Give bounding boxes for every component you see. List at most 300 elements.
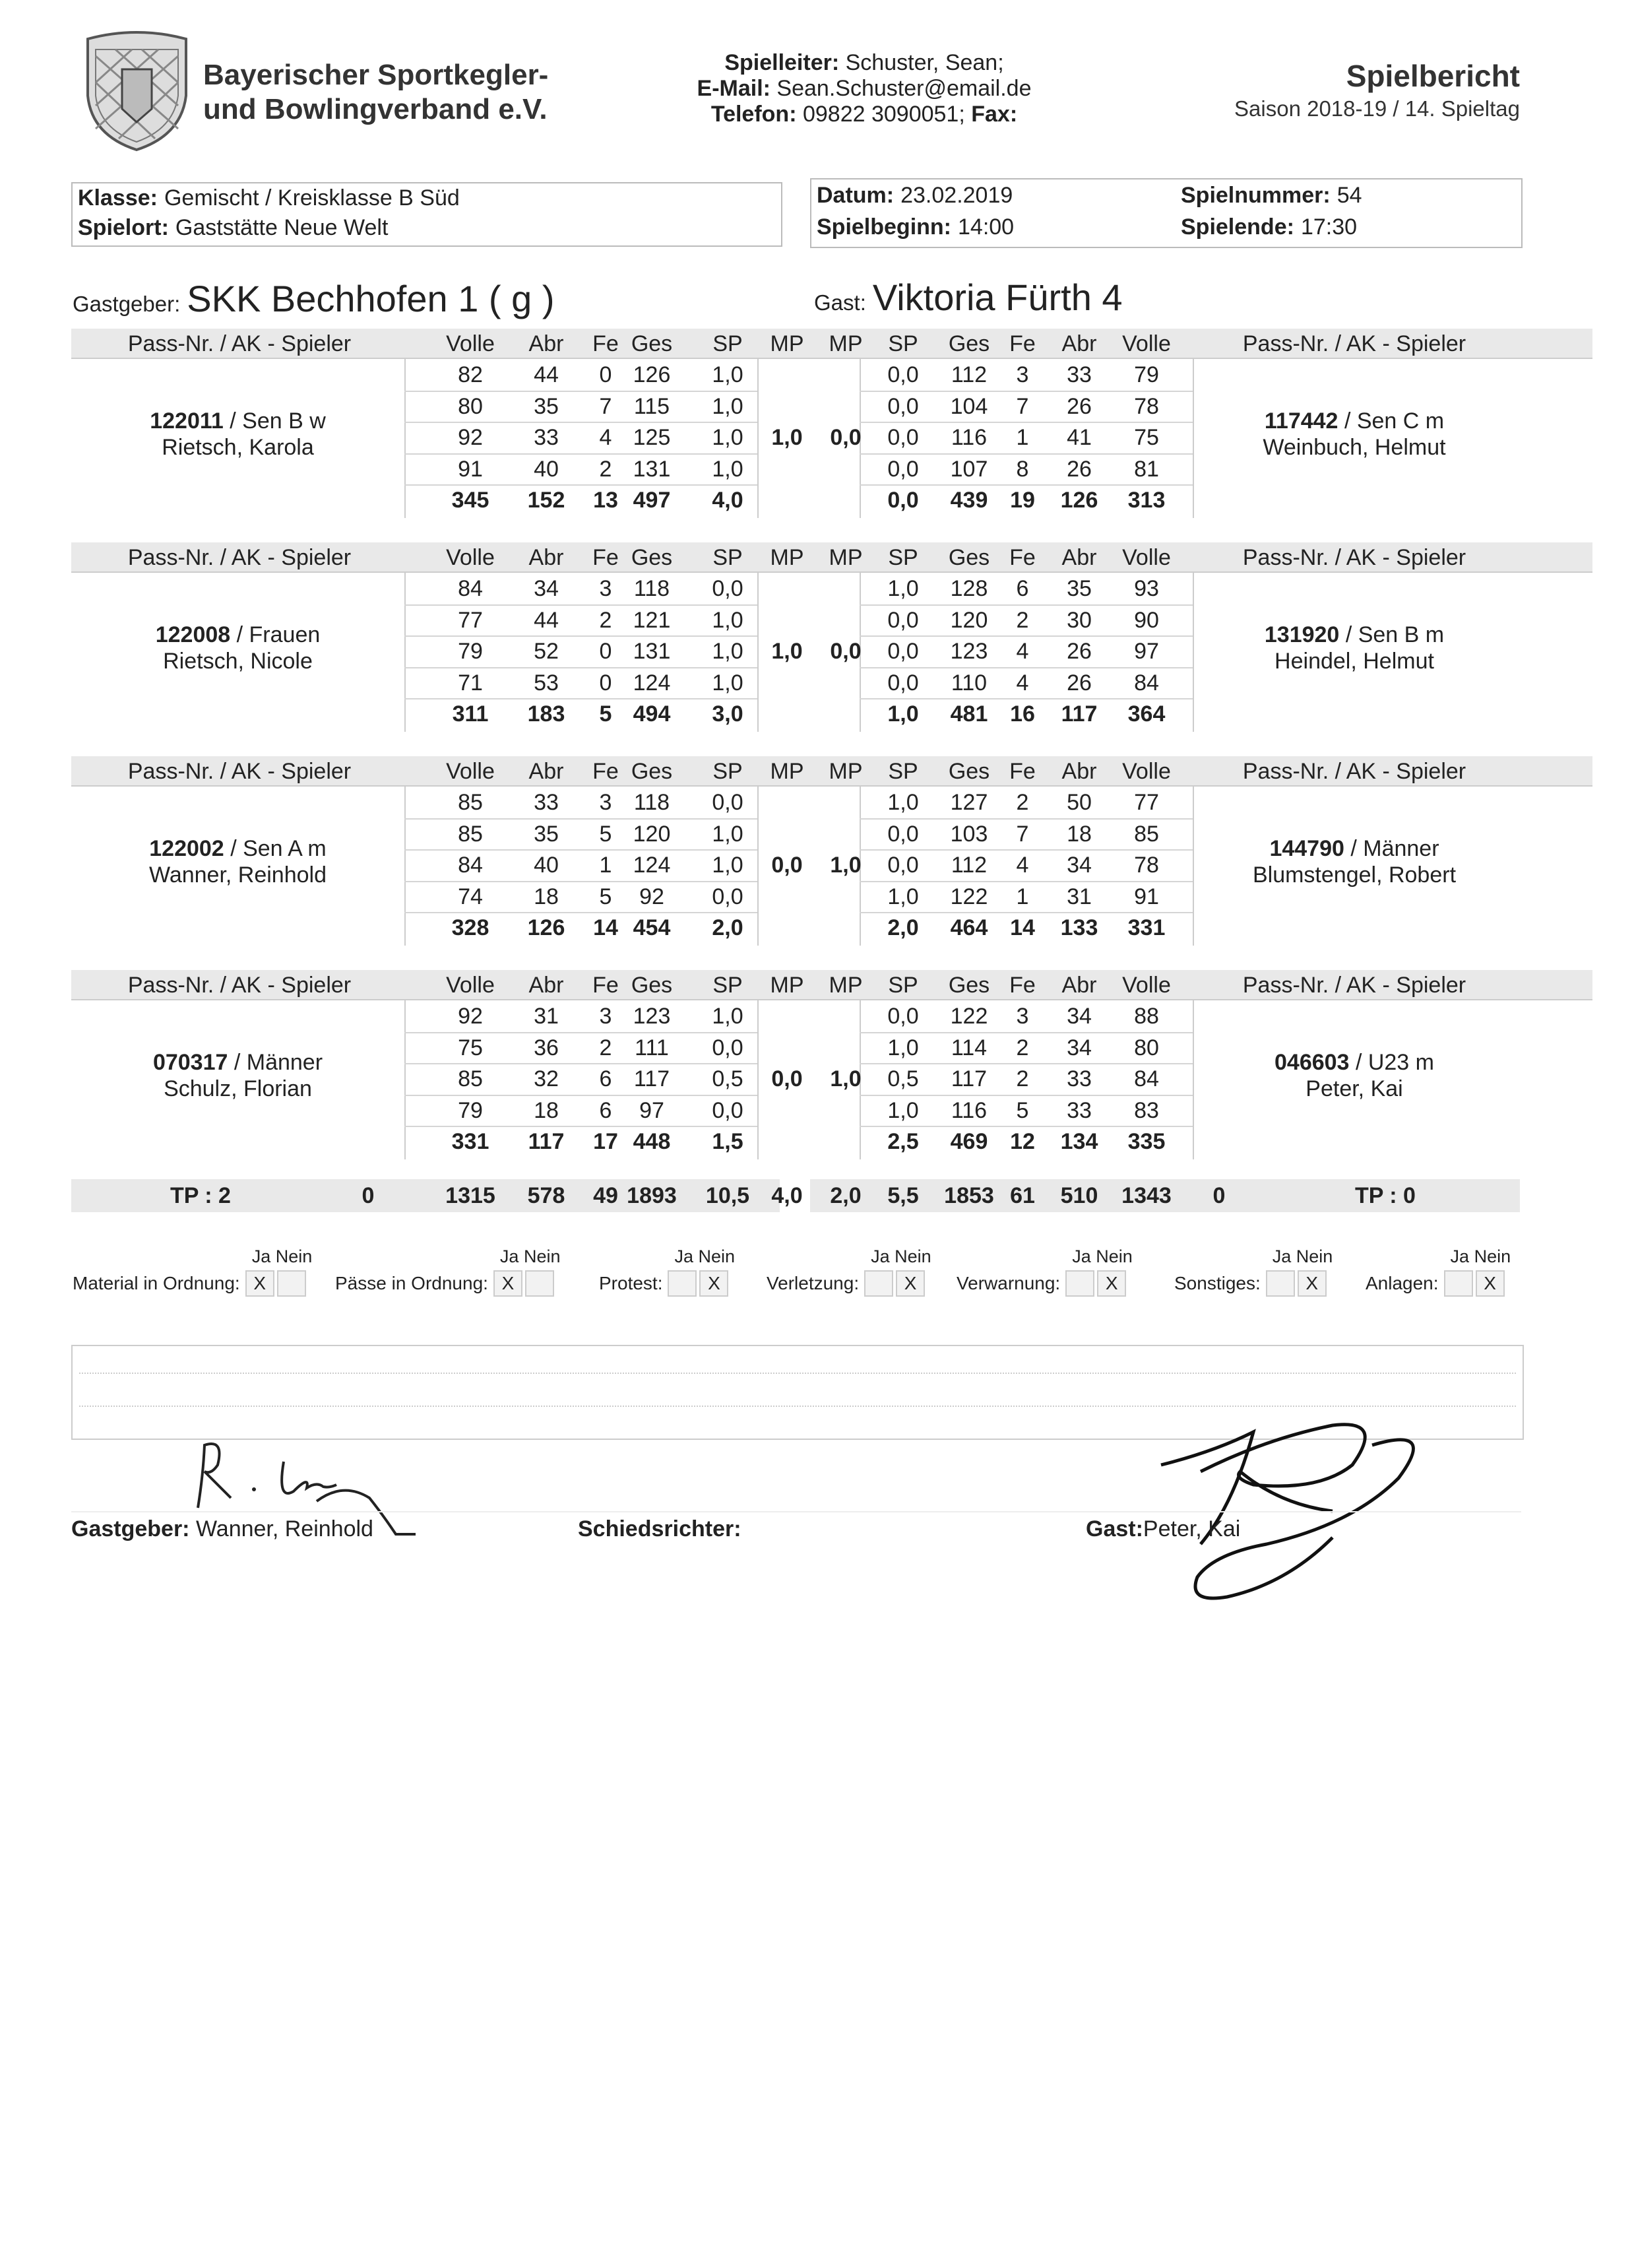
- score-cell: 75: [458, 1035, 483, 1060]
- guest-signature-line: [1086, 1516, 1240, 1542]
- column-header: Ges: [948, 973, 990, 998]
- score-cell: 40: [534, 456, 559, 482]
- player-age-class: / Sen A m: [230, 836, 327, 861]
- total-cell: 14: [1010, 915, 1035, 940]
- score-cell: 97: [639, 1097, 664, 1123]
- check-label: Anlagen:: [1366, 1273, 1439, 1293]
- home-tp: TP : 2: [170, 1183, 231, 1208]
- total-value: 5,5: [887, 1183, 919, 1208]
- score-table: [810, 571, 1592, 732]
- score-cell: 84: [1134, 1066, 1159, 1091]
- ja-checkbox[interactable]: X: [245, 1270, 274, 1297]
- match-point: 1,0: [830, 853, 862, 878]
- total-cell: 494: [633, 701, 671, 727]
- score-cell: 117: [633, 1066, 670, 1091]
- row-divider: [860, 422, 1193, 423]
- column-header: Fe: [592, 759, 619, 784]
- score-cell: 118: [633, 576, 670, 601]
- player-pass-line: [71, 835, 404, 862]
- score-cell: 128: [950, 576, 988, 601]
- ja-nein-header: Ja Nein: [1272, 1247, 1333, 1266]
- org-line-2: und Bowlingverband e.V.: [203, 93, 548, 125]
- ja-checkbox[interactable]: [864, 1270, 893, 1297]
- score-cell: 34: [1067, 853, 1092, 878]
- column-header: Abr: [528, 545, 564, 570]
- score-cell: 103: [950, 821, 988, 847]
- score-cell: 0,0: [887, 607, 919, 633]
- row-divider: [404, 849, 757, 851]
- total-cell: 4,0: [712, 488, 743, 513]
- score-cell: 118: [633, 790, 670, 815]
- match-point: 1,0: [771, 425, 803, 450]
- score-cell: 112: [951, 853, 988, 878]
- score-cell: 7: [1016, 393, 1029, 419]
- score-cell: 0,0: [887, 821, 919, 847]
- score-cell: 84: [458, 853, 483, 878]
- score-cell: 121: [633, 607, 671, 633]
- nein-checkbox[interactable]: [277, 1270, 306, 1297]
- check-item: [1366, 1247, 1511, 1297]
- score-cell: 77: [458, 607, 483, 633]
- score-cell: 85: [458, 821, 483, 847]
- check-item: [335, 1247, 561, 1297]
- guest-player-block: [810, 970, 1592, 1158]
- score-cell: 3: [599, 576, 612, 601]
- row-divider: [404, 1032, 757, 1033]
- row-divider: [404, 422, 757, 423]
- check-boxes: [864, 1247, 931, 1297]
- home-team-label: Gastgeber:: [73, 292, 181, 316]
- match-point: 0,0: [830, 639, 862, 664]
- league-director-contact: [660, 50, 1069, 127]
- nein-checkbox[interactable]: X: [1476, 1270, 1505, 1297]
- row-divider: [860, 1095, 1193, 1096]
- total-value: 578: [527, 1183, 565, 1208]
- total-cell: 335: [1127, 1129, 1166, 1154]
- total-value: 2,0: [830, 1183, 862, 1208]
- score-cell: 0,0: [887, 1004, 919, 1029]
- start-label: Spielbeginn:: [817, 214, 951, 240]
- player-age-class: / Sen B w: [230, 408, 326, 434]
- row-divider: [860, 1126, 1193, 1127]
- player-pass-number: 046603: [1274, 1050, 1350, 1075]
- score-cell: 71: [458, 670, 483, 696]
- score-cell: 116: [951, 425, 988, 450]
- column-header: SP: [888, 545, 918, 570]
- score-cell: 1,0: [887, 884, 919, 909]
- column-header: Pass-Nr. / AK - Spieler: [127, 545, 352, 570]
- season-matchday: Saison 2018-19 / 14. Spieltag: [1234, 96, 1520, 121]
- score-cell: 2: [599, 456, 612, 482]
- score-cell: 123: [633, 1004, 671, 1029]
- ja-nein-header: Ja Nein: [674, 1247, 736, 1266]
- score-cell: 0,0: [712, 790, 743, 815]
- notes-line: [79, 1406, 1516, 1407]
- score-cell: 0,0: [887, 639, 919, 664]
- row-divider: [404, 604, 757, 606]
- row-divider: [404, 912, 757, 913]
- score-cell: 33: [1067, 1066, 1092, 1091]
- total-value: 1853: [944, 1183, 994, 1208]
- nein-checkbox[interactable]: X: [1298, 1270, 1327, 1297]
- nein-checkbox[interactable]: X: [896, 1270, 925, 1297]
- referee-label: Schiedsrichter:: [578, 1516, 741, 1541]
- score-cell: 1,0: [712, 1004, 743, 1029]
- column-header: Abr: [1061, 545, 1097, 570]
- check-label: Verletzung:: [767, 1273, 860, 1293]
- row-divider: [860, 881, 1193, 882]
- score-table: [810, 785, 1592, 946]
- column-header: Pass-Nr. / AK - Spieler: [127, 973, 352, 998]
- column-header: Abr: [1061, 759, 1097, 784]
- row-divider: [860, 484, 1193, 486]
- column-header: Ges: [631, 545, 673, 570]
- score-cell: 79: [458, 1097, 483, 1123]
- score-cell: 74: [458, 884, 483, 909]
- score-cell: 97: [1134, 639, 1159, 664]
- score-cell: 3: [599, 1004, 612, 1029]
- score-cell: 4: [599, 425, 612, 450]
- score-cell: 0: [599, 670, 612, 696]
- total-cell: 152: [527, 488, 565, 513]
- score-cell: 18: [1067, 821, 1092, 847]
- player-pass-number: 070317: [152, 1050, 228, 1075]
- director-value: Schuster, Sean;: [845, 50, 1004, 75]
- home-signer-name: Wanner, Reinhold: [195, 1516, 373, 1541]
- score-cell: 1,0: [712, 670, 743, 696]
- column-header: Volle: [446, 545, 495, 570]
- player-pass-line: [1193, 835, 1516, 862]
- score-cell: 1,0: [887, 576, 919, 601]
- score-cell: 0: [599, 639, 612, 664]
- score-cell: 123: [950, 639, 988, 664]
- column-header: Volle: [1122, 759, 1171, 784]
- home-totals-row: [71, 1179, 803, 1212]
- player-age-class: / Männer: [234, 1050, 323, 1075]
- total-cell: 469: [950, 1129, 988, 1154]
- column-header: Volle: [446, 331, 495, 356]
- total-value: 510: [1060, 1183, 1098, 1208]
- score-cell: 131: [633, 456, 671, 482]
- column-header: SP: [888, 759, 918, 784]
- total-cell: 117: [1061, 701, 1098, 727]
- column-header: Fe: [1009, 973, 1036, 998]
- player-pass-line: [1193, 622, 1516, 648]
- column-header: Abr: [1061, 331, 1097, 356]
- row-divider: [860, 912, 1193, 913]
- score-cell: 92: [458, 1004, 483, 1029]
- player-identity: [71, 408, 404, 461]
- total-cell: 364: [1127, 701, 1166, 727]
- column-header: SP: [712, 331, 743, 356]
- score-table: [810, 999, 1592, 1159]
- total-cell: 345: [451, 488, 489, 513]
- row-divider: [404, 881, 757, 882]
- score-cell: 26: [1067, 393, 1092, 419]
- ja-checkbox[interactable]: X: [493, 1270, 522, 1297]
- column-header: Volle: [1122, 545, 1171, 570]
- player-name: Heindel, Helmut: [1274, 649, 1434, 674]
- ja-nein-header: Ja Nein: [871, 1247, 931, 1266]
- score-cell: 26: [1067, 639, 1092, 664]
- check-boxes: [1266, 1247, 1333, 1297]
- total-cell: 439: [950, 488, 988, 513]
- row-divider: [404, 453, 757, 455]
- total-cell: 328: [451, 915, 489, 940]
- score-cell: 2: [1016, 1035, 1029, 1060]
- score-cell: 5: [1016, 1097, 1029, 1123]
- ja-checkbox[interactable]: [1065, 1270, 1094, 1297]
- score-cell: 0: [599, 362, 612, 387]
- score-cell: 2: [1016, 1066, 1029, 1091]
- player-age-class: / U23 m: [1355, 1050, 1434, 1075]
- total-cell: 2,0: [887, 915, 919, 940]
- total-value: 49: [593, 1183, 618, 1208]
- match-info-left: [71, 182, 782, 247]
- ja-checkbox[interactable]: [1266, 1270, 1295, 1297]
- guest-player-block: [810, 756, 1592, 944]
- score-cell: 126: [633, 362, 671, 387]
- match-number-label: Spielnummer:: [1181, 183, 1331, 208]
- column-header: MP: [770, 331, 804, 356]
- score-cell: 79: [1134, 362, 1159, 387]
- score-cell: 0,0: [887, 853, 919, 878]
- score-cell: 26: [1067, 670, 1092, 696]
- player-pass-line: [1193, 408, 1516, 434]
- player-pass-number: 144790: [1269, 836, 1344, 861]
- score-cell: 0,0: [887, 425, 919, 450]
- guest-totals-row: [810, 1179, 1520, 1212]
- column-header: SP: [712, 973, 743, 998]
- score-cell: 18: [534, 884, 559, 909]
- score-cell: 131: [633, 639, 671, 664]
- row-divider: [404, 818, 757, 820]
- column-header: MP: [770, 973, 804, 998]
- score-cell: 1,0: [712, 456, 743, 482]
- score-cell: 104: [950, 393, 988, 419]
- score-cell: 34: [1067, 1035, 1092, 1060]
- ja-nein-header: Ja Nein: [1072, 1247, 1133, 1266]
- home-team: [73, 277, 554, 320]
- player-name: Blumstengel, Robert: [1252, 862, 1457, 888]
- score-cell: 0,0: [887, 456, 919, 482]
- total-cell: 464: [950, 915, 988, 940]
- row-divider: [860, 391, 1193, 392]
- row-divider: [404, 1063, 757, 1064]
- column-header: MP: [829, 331, 863, 356]
- column-header: Fe: [1009, 545, 1036, 570]
- match-point: 0,0: [771, 1066, 803, 1091]
- row-divider: [404, 698, 757, 699]
- score-cell: 33: [1067, 1097, 1092, 1123]
- score-cell: 33: [1067, 362, 1092, 387]
- row-divider: [860, 849, 1193, 851]
- score-cell: 120: [950, 607, 988, 633]
- score-cell: 50: [1067, 790, 1092, 815]
- score-cell: 93: [1134, 576, 1159, 601]
- ja-checkbox[interactable]: [668, 1270, 697, 1297]
- start-value: 14:00: [958, 214, 1015, 240]
- player-age-class: / Sen C m: [1344, 408, 1445, 434]
- score-cell: 90: [1134, 607, 1159, 633]
- score-cell: 34: [534, 576, 559, 601]
- grid-border: [404, 787, 406, 946]
- total-cell: 117: [528, 1129, 565, 1154]
- score-cell: 1,0: [712, 393, 743, 419]
- score-cell: 111: [635, 1035, 669, 1060]
- total-cell: 331: [1127, 915, 1166, 940]
- total-cell: 133: [1060, 915, 1098, 940]
- player-identity: [71, 622, 404, 674]
- home-signer-label: Gastgeber:: [71, 1516, 190, 1541]
- score-cell: 88: [1134, 1004, 1159, 1029]
- total-cell: 497: [633, 488, 671, 513]
- referee-signature-line: [578, 1516, 741, 1542]
- column-header: Fe: [592, 331, 619, 356]
- player-age-class: / Sen B m: [1345, 622, 1445, 647]
- total-value: 1343: [1121, 1183, 1172, 1208]
- score-cell: 1,0: [887, 1035, 919, 1060]
- column-header: MP: [770, 545, 804, 570]
- row-divider: [860, 635, 1193, 637]
- email-value: Sean.Schuster@email.de: [776, 76, 1032, 101]
- total-value: 0: [1212, 1183, 1226, 1208]
- column-header: Ges: [948, 759, 990, 784]
- score-cell: 78: [1134, 853, 1159, 878]
- player-age-class: / Männer: [1350, 836, 1439, 861]
- association-logo: [82, 30, 191, 152]
- score-cell: 35: [534, 821, 559, 847]
- player-identity: [1193, 408, 1516, 461]
- total-cell: 1,0: [887, 701, 919, 727]
- nein-checkbox[interactable]: X: [1097, 1270, 1126, 1297]
- check-label: Protest:: [599, 1273, 663, 1293]
- nein-checkbox[interactable]: [525, 1270, 554, 1297]
- total-value: 4,0: [771, 1183, 803, 1208]
- score-cell: 127: [950, 790, 988, 815]
- check-label: Verwarnung:: [957, 1273, 1061, 1293]
- column-header: Abr: [1061, 973, 1097, 998]
- score-cell: 2: [1016, 790, 1029, 815]
- total-value: 10,5: [705, 1183, 750, 1208]
- score-table: [71, 999, 854, 1159]
- score-cell: 3: [1016, 1004, 1029, 1029]
- nein-checkbox[interactable]: X: [699, 1270, 728, 1297]
- score-cell: 107: [950, 456, 988, 482]
- score-cell: 40: [534, 853, 559, 878]
- column-header: Abr: [528, 973, 564, 998]
- column-header-row: [810, 542, 1592, 571]
- column-header: Volle: [446, 759, 495, 784]
- player-identity: [71, 835, 404, 888]
- ja-checkbox[interactable]: [1444, 1270, 1473, 1297]
- score-cell: 2: [599, 1035, 612, 1060]
- notes-line: [79, 1373, 1516, 1374]
- director-label: Spielleiter:: [724, 50, 840, 75]
- player-name: Rietsch, Karola: [162, 435, 314, 460]
- score-cell: 44: [534, 362, 559, 387]
- score-table: [71, 785, 854, 946]
- row-divider: [404, 484, 757, 486]
- date-label: Datum:: [817, 183, 895, 208]
- end-label: Spielende:: [1181, 214, 1294, 240]
- column-header: Volle: [1122, 331, 1171, 356]
- home-signature-line: [71, 1516, 373, 1542]
- column-header: Fe: [1009, 759, 1036, 784]
- score-cell: 52: [534, 639, 559, 664]
- column-header: Abr: [528, 759, 564, 784]
- score-cell: 78: [1134, 393, 1159, 419]
- total-cell: 16: [1010, 701, 1035, 727]
- guest-tp: TP : 0: [1355, 1183, 1416, 1208]
- column-header: Ges: [631, 973, 673, 998]
- ja-nein-header: Ja Nein: [251, 1247, 313, 1266]
- score-cell: 33: [534, 425, 559, 450]
- total-cell: 126: [527, 915, 565, 940]
- column-header: Ges: [631, 331, 673, 356]
- total-cell: 19: [1010, 488, 1035, 513]
- guest-signer-name: Peter, Kai: [1143, 1516, 1241, 1541]
- score-cell: 0,0: [887, 362, 919, 387]
- guest-player-block: [810, 542, 1592, 730]
- score-cell: 85: [458, 1066, 483, 1091]
- grid-border: [404, 1000, 406, 1159]
- column-header: Pass-Nr. / AK - Spieler: [1242, 331, 1466, 356]
- grid-border: [404, 359, 406, 518]
- score-cell: 41: [1067, 425, 1092, 450]
- report-title: Spielbericht: [1346, 59, 1520, 93]
- row-divider: [860, 1063, 1193, 1064]
- score-cell: 91: [1134, 884, 1159, 909]
- score-cell: 124: [633, 853, 671, 878]
- column-header: Pass-Nr. / AK - Spieler: [1242, 973, 1466, 998]
- row-divider: [860, 604, 1193, 606]
- column-header: Fe: [592, 973, 619, 998]
- score-cell: 1,0: [712, 425, 743, 450]
- row-divider: [860, 453, 1193, 455]
- score-cell: 1: [1016, 425, 1029, 450]
- total-cell: 311: [452, 701, 489, 727]
- score-cell: 84: [1134, 670, 1159, 696]
- score-cell: 26: [1067, 456, 1092, 482]
- score-cell: 1: [599, 853, 612, 878]
- organization-name: [203, 58, 548, 127]
- player-identity: [1193, 835, 1516, 888]
- total-cell: 2,0: [712, 915, 743, 940]
- grid-border: [404, 573, 406, 732]
- total-value: 0: [362, 1183, 375, 1208]
- guest-team-name: Viktoria Fürth 4: [872, 276, 1123, 318]
- score-cell: 1,0: [712, 607, 743, 633]
- score-cell: 2: [599, 607, 612, 633]
- column-header: SP: [888, 973, 918, 998]
- guest-team-label: Gast:: [814, 290, 866, 315]
- check-boxes: [245, 1247, 313, 1297]
- column-header-row: [810, 756, 1592, 785]
- score-cell: 0,0: [712, 1035, 743, 1060]
- column-header: Pass-Nr. / AK - Spieler: [1242, 759, 1466, 784]
- player-pass-number: 117442: [1264, 408, 1338, 434]
- score-cell: 53: [534, 670, 559, 696]
- player-pass-number: 122002: [149, 836, 224, 861]
- total-cell: 448: [633, 1129, 671, 1154]
- column-header: MP: [829, 973, 863, 998]
- guest-team: [814, 276, 1123, 319]
- score-cell: 1,0: [712, 821, 743, 847]
- row-divider: [404, 1126, 757, 1127]
- total-cell: 12: [1010, 1129, 1035, 1154]
- score-cell: 4: [1016, 853, 1029, 878]
